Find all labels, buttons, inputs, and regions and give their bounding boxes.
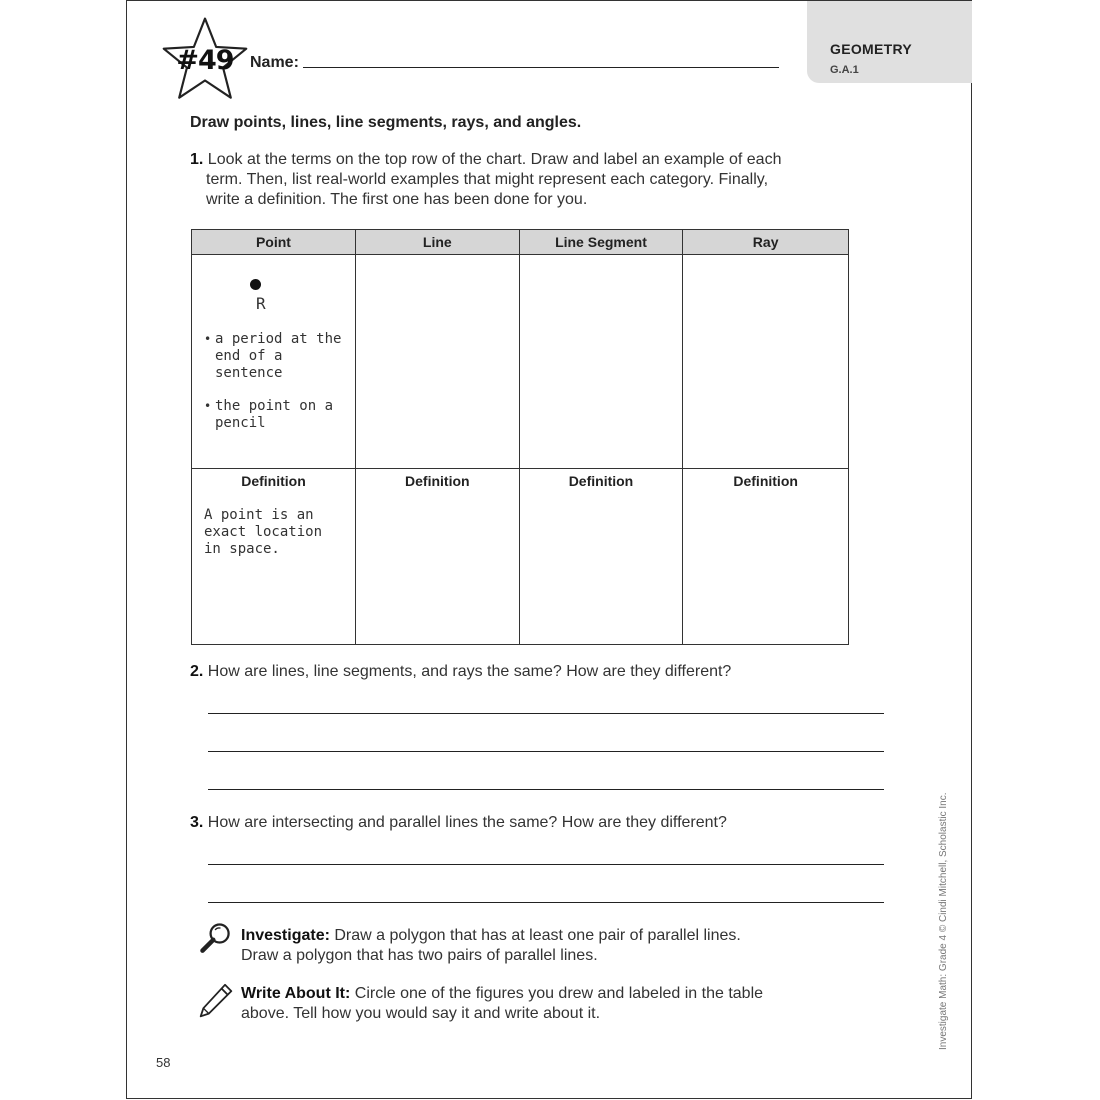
pencil-icon <box>198 982 234 1020</box>
question-3: 3. How are intersecting and parallel lines the same? How are they different? <box>190 814 727 831</box>
worksheet-number: #49 <box>176 45 234 76</box>
ray-definition-cell[interactable] <box>683 469 849 645</box>
terms-chart <box>191 229 849 645</box>
list-item: • a period at the end of a sentence <box>204 331 344 382</box>
point-dot <box>250 279 261 290</box>
definition-label: Definition <box>241 473 306 489</box>
line-definition-cell[interactable] <box>355 469 519 645</box>
list-item: • the point on a pencil <box>204 398 344 432</box>
magnifying-glass-icon <box>198 920 234 956</box>
definition-label: Definition <box>568 473 634 489</box>
header-point: Point <box>192 230 356 255</box>
point-label: R <box>256 294 266 313</box>
definition-label: Definition <box>733 473 798 489</box>
investigate-prompt: Investigate: Draw a polygon that has at least one pair of parallel lines. Draw a polygon that has two pairs of parallel lines. <box>241 927 741 964</box>
definition-label: Definition <box>405 473 470 489</box>
subject-title: GEOMETRY <box>830 41 912 57</box>
directions: Draw points, lines, line segments, rays, and angles. <box>190 114 582 131</box>
answer-line[interactable] <box>208 864 884 865</box>
point-definition-cell <box>192 469 356 645</box>
name-label: Name: <box>250 54 299 71</box>
point-examples-list <box>204 331 344 448</box>
line-example-cell[interactable] <box>355 255 519 469</box>
write-about-it-prompt: Write About It: Circle one of the figures you drew and labeled in the table above. Tell how you would say it and write about it. <box>241 985 764 1022</box>
header-line-segment: Line Segment <box>519 230 683 255</box>
header-ray: Ray <box>683 230 849 255</box>
answer-line[interactable] <box>208 713 884 714</box>
line-segment-example-cell[interactable] <box>519 255 683 469</box>
name-input-line[interactable] <box>303 67 779 68</box>
point-example-cell <box>192 255 356 469</box>
copyright-credit: Investigate Math: Grade 4 © Cindi Mitchell, Scholastic Inc. <box>938 792 949 1050</box>
point-definition-text: A point is an exact location in space. <box>204 507 323 557</box>
line-segment-definition-cell[interactable] <box>519 469 683 645</box>
page-number: 58 <box>156 1055 171 1070</box>
answer-line[interactable] <box>208 751 884 752</box>
standard-code: G.A.1 <box>830 64 859 76</box>
answer-line[interactable] <box>208 789 884 790</box>
ray-example-cell[interactable] <box>683 255 849 469</box>
header-line: Line <box>355 230 519 255</box>
question-2: 2. How are lines, line segments, and rays the same? How are they different? <box>190 663 732 680</box>
answer-line[interactable] <box>208 902 884 903</box>
question-1: 1. Look at the terms on the top row of the chart. Draw and label an example of each term. Then, list real-world examples that might represent each category. Finally, write a definition. The first one has been done for you. <box>190 151 782 208</box>
